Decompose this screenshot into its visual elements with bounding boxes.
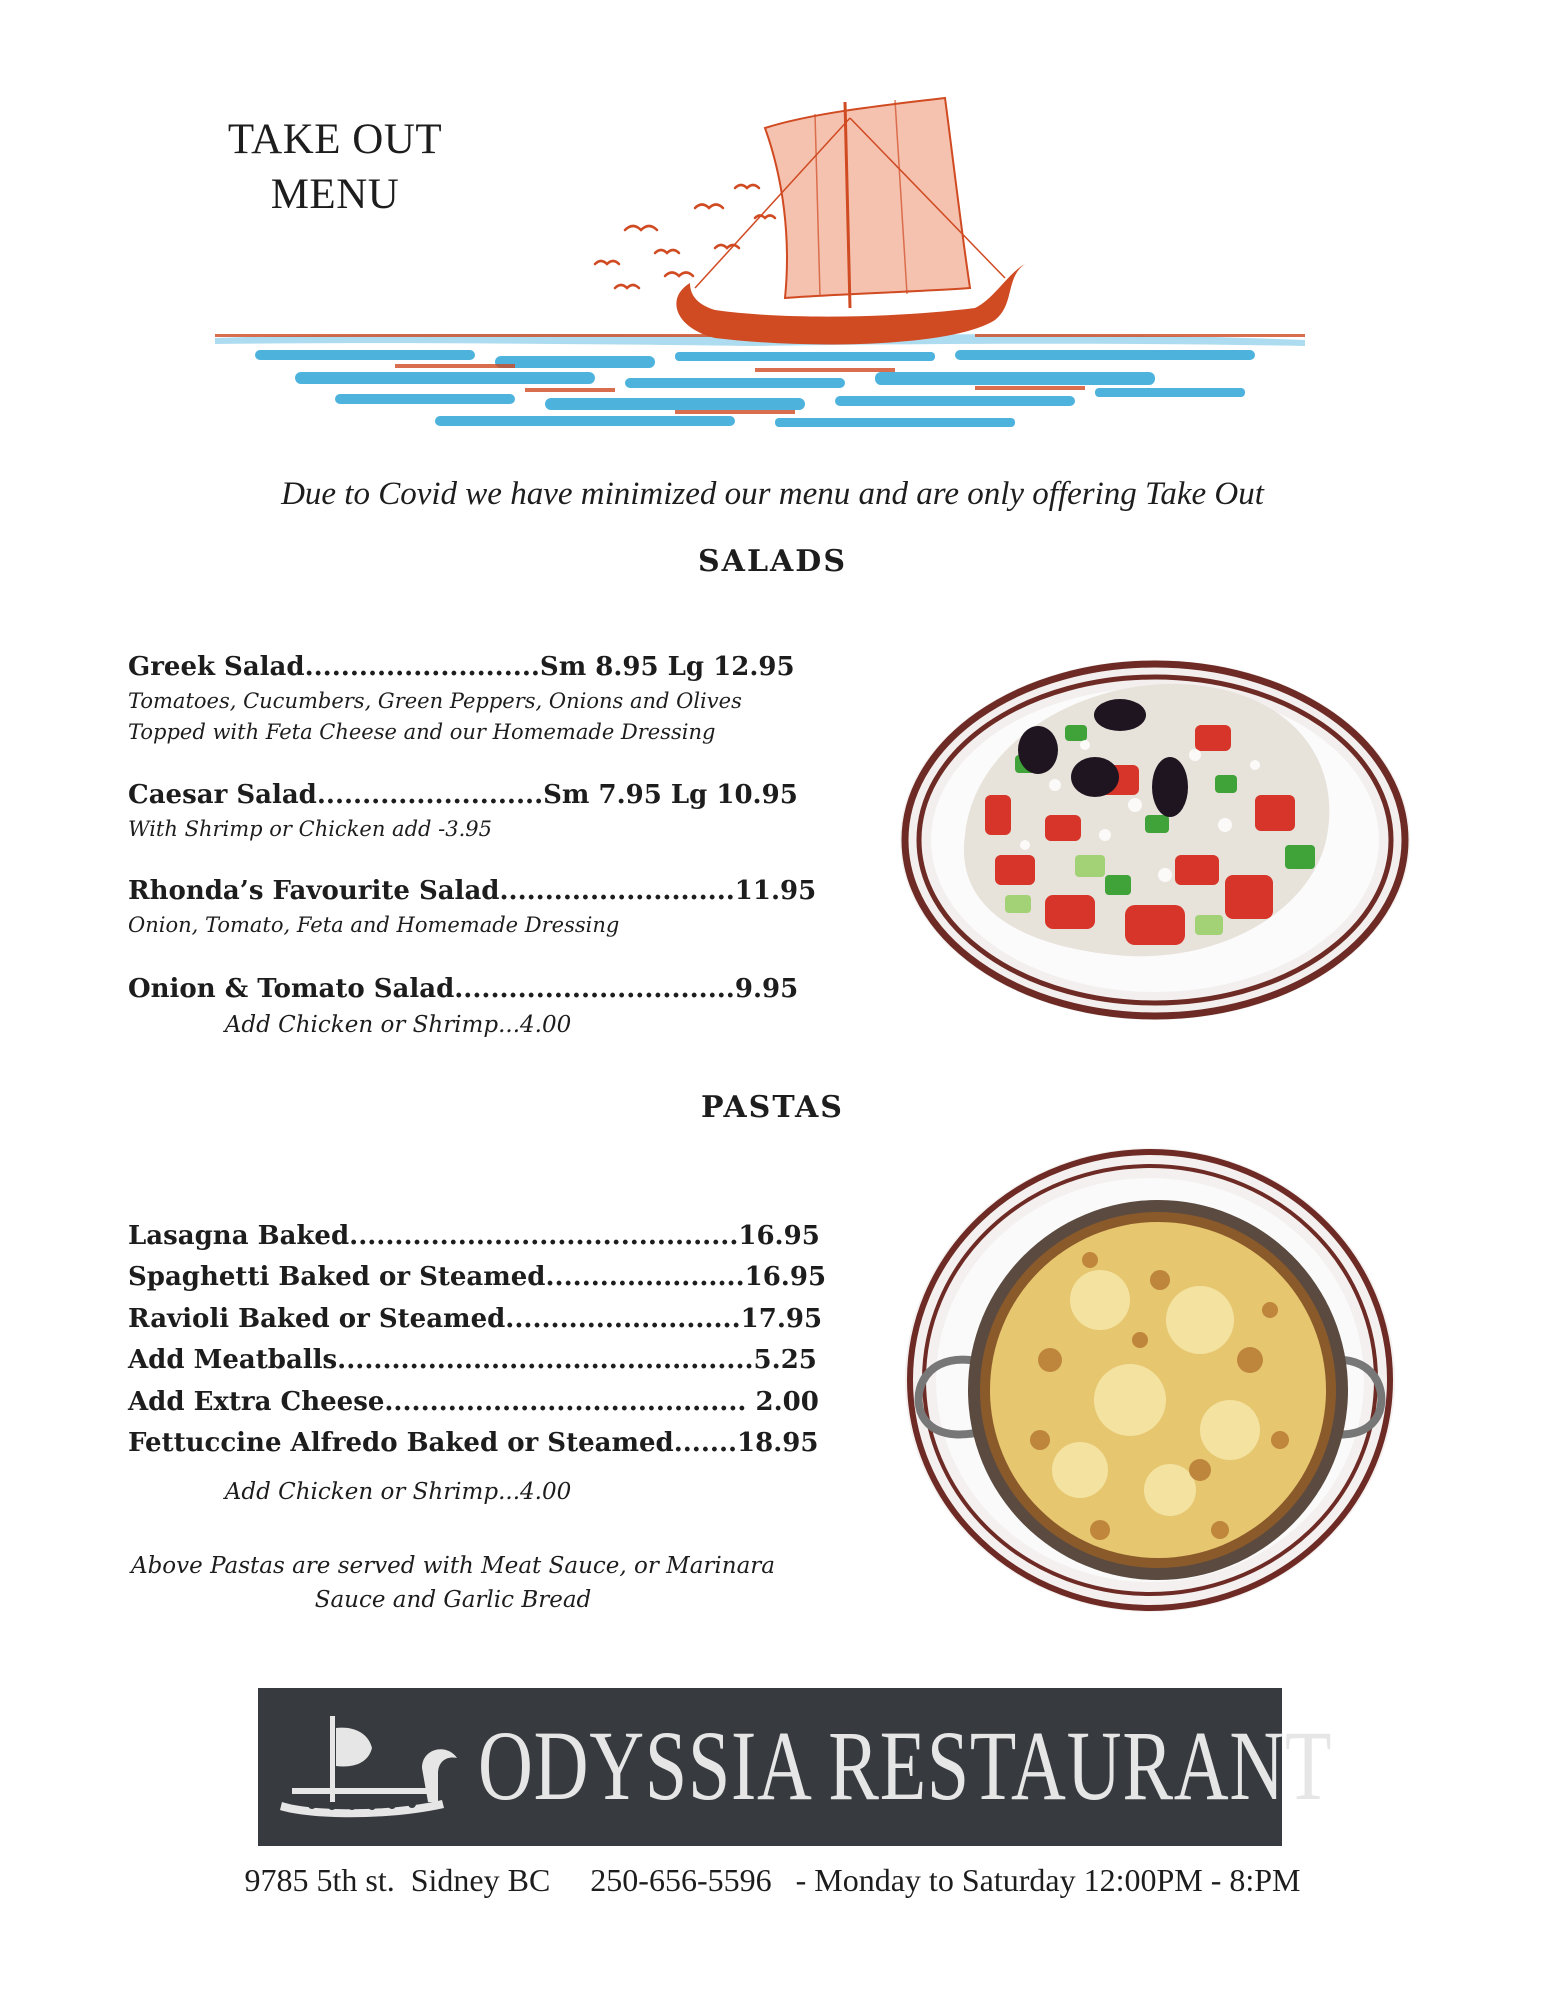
menu-item-add-meatballs: Add Meatballs..............................................5.25 [128, 1345, 817, 1375]
covid-notice: Due to Covid we have minimized our menu and are only offering Take Out [281, 476, 1264, 512]
ship-illustration [195, 88, 1315, 448]
menu-item-lasagna: Lasagna Baked...........................................16.95 [128, 1221, 820, 1251]
ship-logo-icon [272, 1708, 472, 1828]
menu-item-greek-salad: Greek Salad..........................Sm 8.95 Lg 12.95 [128, 652, 795, 682]
salad-addon-note: Add Chicken or Shrimp...4.00 [224, 1012, 572, 1038]
greek-salad-description-2: Topped with Feta Cheese and our Homemade Dressing [128, 720, 716, 744]
menu-item-fettuccine: Fettuccine Alfredo Baked or Steamed.......18.95 [128, 1428, 819, 1458]
menu-item-spaghetti: Spaghetti Baked or Steamed......................16.95 [128, 1262, 827, 1292]
menu-item-caesar-salad: Caesar Salad.........................Sm 7.95 Lg 10.95 [128, 780, 798, 810]
pasta-serving-note-1: Above Pastas are served with Meat Sauce, or Marinara [130, 1553, 776, 1579]
pasta-serving-note-2: Sauce and Garlic Bread [314, 1587, 592, 1613]
rhondas-salad-description: Onion, Tomato, Feta and Homemade Dressing [128, 913, 620, 937]
greek-salad-description-1: Tomatoes, Cucumbers, Green Peppers, Onions and Olives [128, 689, 742, 713]
lasagna-photo [900, 1140, 1400, 1620]
caesar-salad-description: With Shrimp or Chicken add -3.95 [128, 817, 492, 841]
footer-contact-info: 9785 5th st. Sidney BC 250-656-5596 - Monday to Saturday 12:00PM - 8:PM [244, 1862, 1301, 1898]
menu-title-line2: MENU [270, 171, 400, 218]
menu-item-onion-tomato-salad: Onion & Tomato Salad...............................9.95 [128, 974, 799, 1004]
salads-heading: SALADS [698, 544, 847, 579]
menu-item-rhondas-salad: Rhonda’s Favourite Salad..........................11.95 [128, 876, 817, 906]
restaurant-logo-banner [258, 1688, 1333, 1846]
menu-title-line1: TAKE OUT [227, 116, 443, 163]
greek-salad-photo [895, 655, 1415, 1025]
menu-item-add-extra-cheese: Add Extra Cheese........................................ 2.00 [128, 1387, 819, 1417]
pasta-addon-note: Add Chicken or Shrimp...4.00 [224, 1479, 572, 1505]
pastas-heading: PASTAS [701, 1090, 844, 1125]
restaurant-logo-text: ODYSSIA RESTAURANT [478, 1710, 1333, 1821]
menu-item-ravioli: Ravioli Baked or Steamed..........................17.95 [128, 1304, 823, 1334]
